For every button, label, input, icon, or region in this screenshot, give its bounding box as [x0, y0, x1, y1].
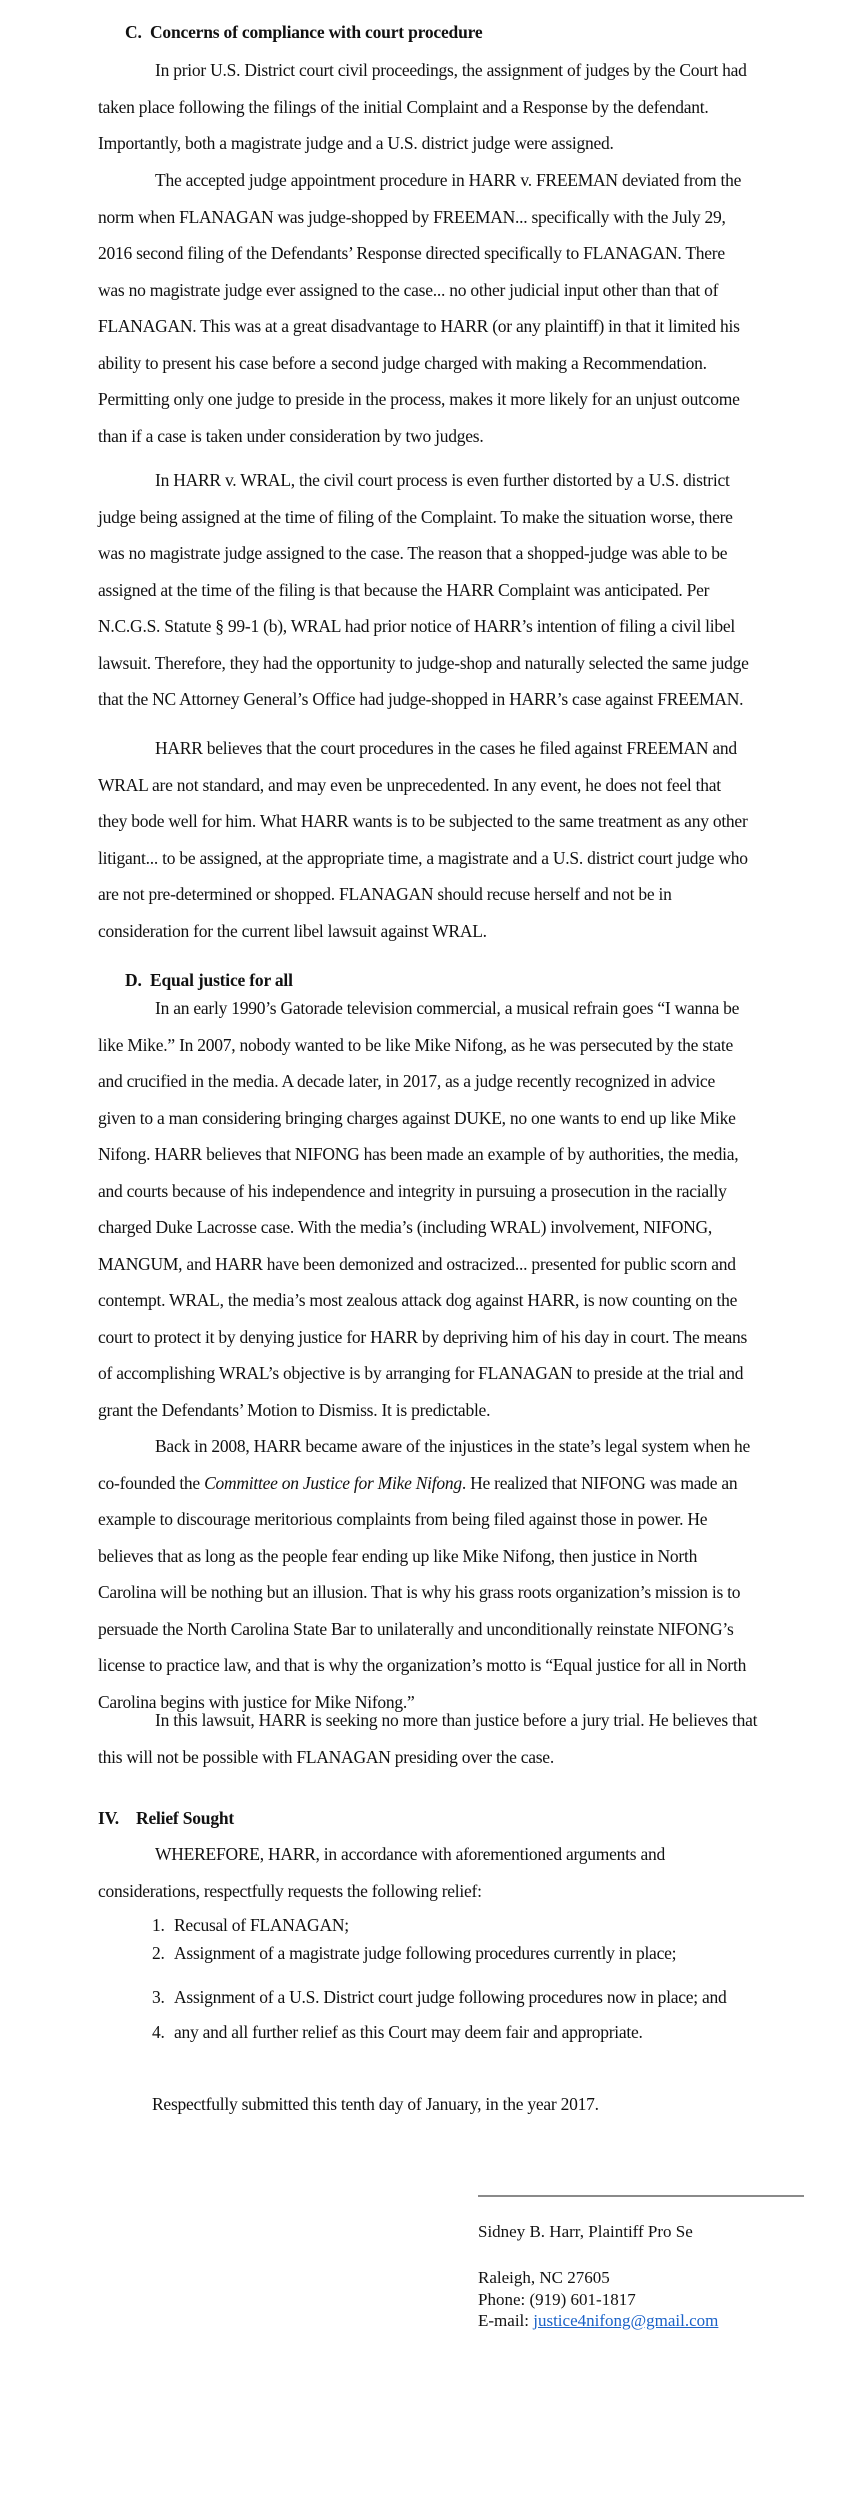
relief-intro [98, 1836, 810, 1909]
text-line: In prior U.S. District court civil proceedings, the assignment of judges by the Court had [155, 60, 747, 80]
section-d-number: D. [125, 970, 142, 990]
section-c-paragraph-1 [98, 52, 810, 162]
section-d-title: Equal justice for all [149, 970, 293, 990]
section-c-number: C. [125, 22, 142, 42]
section-d-paragraph-1 [98, 990, 810, 1428]
text-line: 2016 second filing of the Defendants’ Response directed specifically to FLANAGAN. There [98, 243, 725, 263]
text-line: N.C.G.S. Statute § 99-1 (b), WRAL had prior notice of HARR’s intention of filing a civil libel [98, 616, 736, 636]
section-d-paragraph-2 [98, 1428, 810, 1720]
relief-item [152, 2022, 643, 2043]
text-line: and courts because of his independence and integrity in pursuing a prosecution in the racially [98, 1180, 727, 1201]
relief-item-number: 4. [152, 2022, 165, 2042]
text-line: consideration for the current libel lawsuit against WRAL. [98, 920, 487, 941]
text-line: believes that as long as the people fear ending up like Mike Nifong, then justice in North [98, 1545, 698, 1566]
text-line: The accepted judge appointment procedure in HARR v. FREEMAN deviated from the [155, 170, 742, 190]
text-line: Permitting only one judge to preside in the process, makes it more likely for an unjust outcome [98, 389, 740, 409]
text-line: given to a man considering bringing charges against DUKE, no one wants to end up like Mike [98, 1107, 736, 1128]
text-line: assigned at the time of the filing is that because the HARR Complaint was anticipated. Per [98, 579, 710, 600]
city-line: Raleigh, NC 27605 [478, 2268, 610, 2287]
section-iv-title: Relief Sought [136, 1808, 235, 1828]
text-line: considerations, respectfully requests the following relief: [98, 1880, 482, 1901]
email-line [478, 2311, 718, 2331]
text-line: contempt. WRAL, the media’s most zealous attack dog against HARR, is now counting on the [98, 1290, 738, 1310]
section-iv-heading [98, 1808, 234, 1829]
text-line: this will not be possible with FLANAGAN presiding over the case. [98, 1746, 554, 1767]
section-c-paragraph-2 [98, 162, 810, 454]
text-line: taken place following the filings of the initial Complaint and a Response by the defendant. [98, 96, 709, 117]
text-line: license to practice law, and that is why the organization’s motto is “Equal justice for all in North [98, 1655, 747, 1675]
text-line: Carolina begins with justice for Mike Nifong.” [98, 1691, 415, 1712]
section-c-paragraph-4 [98, 730, 810, 949]
section-c-title: Concerns of compliance with court procedure [149, 22, 483, 42]
text-line: Back in 2008, HARR became aware of the injustices in the state’s legal system when he [155, 1436, 750, 1456]
text-line: In HARR v. WRAL, the civil court process is even further distorted by a U.S. district [155, 470, 730, 490]
signer-name: Sidney B. Harr, Plaintiff Pro Se [478, 2222, 693, 2241]
text-line: of accomplishing WRAL’s objective is by arranging for FLANAGAN to preside at the trial and [98, 1363, 744, 1383]
text-line: was no magistrate judge assigned to the case. The reason that a shopped-judge was able to be [98, 543, 728, 563]
text-line: example to discourage meritorious complaints from being filed against those in power. He [98, 1509, 708, 1529]
text-line: that the NC Attorney General’s Office had judge-shopped in HARR’s case against FREEMAN. [98, 689, 744, 709]
text-line: Nifong. HARR believes that NIFONG has been made an example of by authorities, the media, [98, 1144, 739, 1164]
text-line: WHEREFORE, HARR, in accordance with aforementioned arguments and [155, 1844, 665, 1864]
relief-item [152, 1915, 349, 1936]
relief-item [152, 1987, 727, 2008]
section-c-paragraph-3 [98, 462, 810, 718]
section-d-heading [125, 970, 293, 991]
text-run: . He realized that NIFONG was made an [461, 1472, 738, 1493]
text-line: court to protect it by denying justice for HARR by depriving him of his day in court. The means [98, 1326, 748, 1347]
text-line: MANGUM, and HARR have been demonized and ostracized... presented for public scorn and [98, 1253, 736, 1274]
text-line: persuade the North Carolina State Bar to unilaterally and unconditionally reinstate NIFONG’s [98, 1618, 734, 1639]
text-line: litigant... to be assigned, at the appropriate time, a magistrate and a U.S. district court judge who [98, 847, 748, 868]
text-line: FLANAGAN. This was at a great disadvantage to HARR (or any plaintiff) in that it limited his [98, 316, 740, 336]
text-line: judge being assigned at the time of filing of the Complaint. To make the situation worse, there [98, 506, 733, 527]
relief-item [152, 1943, 676, 1964]
text-line: In an early 1990’s Gatorade television commercial, a musical refrain goes “I wanna be [155, 998, 740, 1018]
text-line: was no magistrate judge ever assigned to the case... no other judicial input other than that of [98, 279, 719, 300]
text-line: grant the Defendants’ Motion to Dismiss. It is predictable. [98, 1399, 491, 1420]
text-line: Importantly, both a magistrate judge and a U.S. district judge were assigned. [98, 133, 614, 153]
relief-item-text: Recusal of FLANAGAN; [174, 1915, 349, 1935]
submitted-date-line: Respectfully submitted this tenth day of January, in the year 2017. [152, 2094, 599, 2114]
relief-item-text: Assignment of a magistrate judge following procedures currently in place; [174, 1943, 677, 1963]
text-line: they bode well for him. What HARR wants is to be subjected to the same treatment as any other [98, 811, 748, 831]
text-line: charged Duke Lacrosse case. With the media’s (including WRAL) involvement, NIFONG, [98, 1217, 712, 1237]
relief-item-text: any and all further relief as this Court may deem fair and appropriate. [174, 2022, 643, 2042]
email-label: E-mail: [478, 2311, 534, 2330]
phone-number: (919) 601-1817 [529, 2290, 636, 2309]
text-line: In this lawsuit, HARR is seeking no more than justice before a jury trial. He believes that [155, 1710, 758, 1730]
text-line: Carolina will be nothing but an illusion. That is why his grass roots organization’s mission is to [98, 1582, 741, 1602]
email-link[interactable]: justice4nifong@gmail.com [533, 2311, 719, 2330]
text-line: and crucified in the media. A decade later, in 2017, as a judge recently recognized in advice [98, 1071, 715, 1091]
text-run: co-founded the [98, 1472, 205, 1493]
text-line: norm when FLANAGAN was judge-shopped by FREEMAN... specifically with the July 29, [98, 206, 726, 227]
phone-line [478, 2290, 636, 2310]
section-c-heading [125, 22, 482, 43]
relief-item-number: 3. [152, 1987, 165, 2007]
text-line: than if a case is taken under consideration by two judges. [98, 425, 484, 446]
text-line: ability to present his case before a second judge charged with making a Recommendation. [98, 352, 707, 373]
relief-item-number: 1. [152, 1915, 165, 1935]
committee-name: Committee on Justice for Mike Nifong [204, 1472, 462, 1493]
section-iv-number: IV. [98, 1808, 119, 1828]
text-line [98, 1465, 810, 1502]
text-line: are not pre-determined or shopped. FLANAGAN should recuse herself and not be in [98, 884, 672, 904]
text-line: WRAL are not standard, and may even be unprecedented. In any event, he does not feel that [98, 774, 721, 795]
text-line: lawsuit. Therefore, they had the opportunity to judge-shop and naturally selected the same judge [98, 652, 749, 673]
relief-item-number: 2. [152, 1943, 165, 1963]
text-line: like Mike.” In 2007, nobody wanted to be like Mike Nifong, as he was persecuted by the state [98, 1034, 734, 1055]
section-d-paragraph-3 [98, 1702, 810, 1775]
phone-label: Phone: [478, 2290, 530, 2309]
signature-line [478, 2195, 804, 2197]
relief-item-text: Assignment of a U.S. District court judge following procedures now in place; and [174, 1987, 727, 2007]
text-line: HARR believes that the court procedures in the cases he filed against FREEMAN and [155, 738, 737, 758]
